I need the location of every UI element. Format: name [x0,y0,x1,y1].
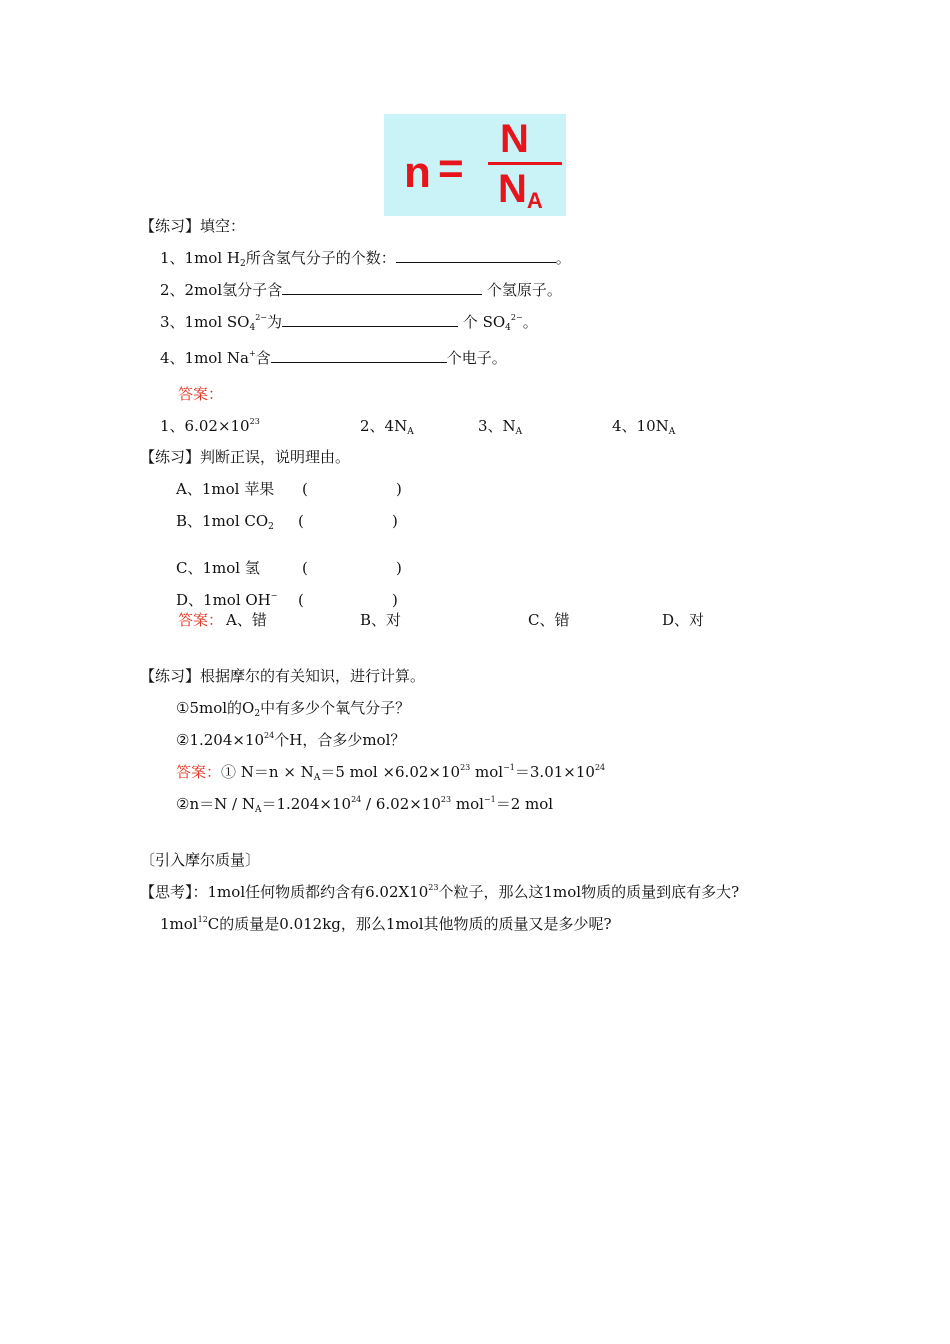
formula-fraction-bar [488,162,562,165]
think-line-2: 1mol$^{12}$C的质量是0.012kg，那么1mol其他物质的质量又是多少呢? [160,915,612,933]
ex3-q1: ①5mol的$O_2$中有多少个氧气分子？ [176,699,411,719]
formula-denominator: NA [498,167,543,213]
ex2-item-d-paren-close: ) [392,591,398,609]
ex1-q3: 3、1mol $SO_4^{2-}$为 个 $SO_4^{2-}$。 [160,313,538,333]
ex2-item-b: B、1mol $CO_2$ [176,512,274,532]
ex1-answer-4: 4、$10N_A$ [612,417,676,437]
ex1-q1-blank[interactable] [396,248,556,263]
ex2-item-a: A、1mol 苹果 [176,480,275,498]
formula-equals: = [438,144,464,193]
ex3-answer-2: ②n＝N / $N_A=1.204\times 10^{24} / 6.02\times 10^{23}$ mol$^{-1}$＝2 mol [176,795,554,815]
ex1-q3-blank[interactable] [282,312,458,327]
ex2-item-c-paren-open: ( [302,559,308,577]
ex2-item-b-paren-open: ( [298,512,304,530]
ex1-answer-1: 1、$6.02\times 10^{23}$ [160,417,260,435]
ex1-answer-label: 答案： [178,385,224,403]
ex2-answer-b: B、对 [360,611,402,629]
ex3-q2: $②1.204\times 10^{24}$个H，合多少mol？ [176,731,406,749]
ex2-item-b-paren-close: ) [392,512,398,530]
ex2-answer-d: D、对 [662,611,705,629]
ex1-answer-2: 2、$4N_A$ [360,417,414,437]
formula-image [384,114,566,216]
ex1-heading: 【练习】填空： [140,217,246,235]
ex2-answer-a: A、错 [226,611,267,629]
ex2-answer-label: 答案： [178,611,224,629]
ex1-q1: 1、1mol $H_2$所含氢气分子的个数： 。 [160,249,571,269]
ex2-item-d: D、1mol OH− [176,591,278,609]
ex2-item-a-paren-close: ) [396,480,402,498]
formula-numerator: N [500,117,529,161]
ex1-q2: 2、2mol氢分子含 个氢原子。 [160,281,562,299]
formula-n: n [404,148,431,197]
ex1-q4: 4、1mol Na+含 个电子。 [160,349,507,367]
think-line-1: 【思考】：1mol任何物质都约含有$6.02X10^{23}$个粒子，那么这1mol物质的质量到底有多大? [140,883,740,901]
ex3-heading: 【练习】根据摩尔的有关知识，进行计算。 [140,667,426,685]
think-intro: 〔引入摩尔质量〕 [140,851,261,869]
ex1-q2-blank[interactable] [282,280,482,295]
ex1-answer-3: 3、$N_A$ [478,417,523,437]
ex2-heading: 【练习】判断正误，说明理由。 [140,448,351,466]
ex2-item-a-paren-open: ( [302,480,308,498]
ex3-answer-1: 答案：① $N=n \times N_A=5$ mol $\times 6.02\times 10^{23}$ $mol^{-1}=3.01\times 10^{24}$ [176,763,606,783]
ex2-item-d-paren-open: ( [298,591,304,609]
ex1-q4-blank[interactable] [271,348,447,363]
ex2-item-c-paren-close: ) [396,559,402,577]
ex2-item-c: C、1mol 氢 [176,559,260,577]
ex2-answer-c: C、错 [528,611,570,629]
